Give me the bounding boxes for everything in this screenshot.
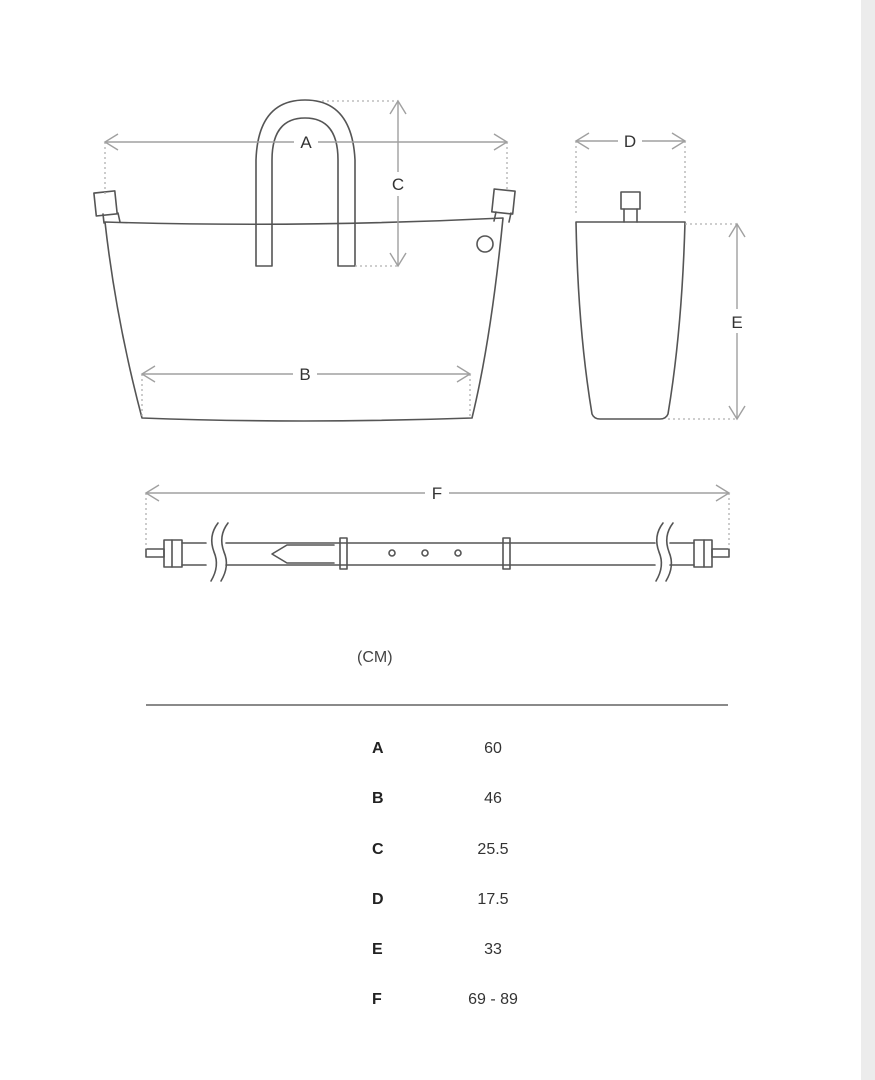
page-edge xyxy=(861,0,875,1080)
strap-clip-left xyxy=(164,540,172,567)
dimension-c-label: C xyxy=(391,175,405,194)
measurement-row xyxy=(0,991,861,1015)
strap-break-left xyxy=(211,523,218,581)
bag-handle xyxy=(256,100,355,266)
strap-tab-left xyxy=(94,191,117,216)
strap-hole xyxy=(422,550,428,556)
dimension-f xyxy=(146,484,729,549)
strap-clip-right xyxy=(704,540,712,567)
dimension-b-label: B xyxy=(299,365,311,384)
bag-side-view xyxy=(576,192,685,419)
measurement-label: C xyxy=(372,841,384,858)
dimension-f-label: F xyxy=(431,484,443,503)
measurement-value: 17.5 xyxy=(477,891,509,908)
dimension-d xyxy=(576,132,685,215)
strap-hole xyxy=(389,550,395,556)
shoulder-strap xyxy=(146,523,729,581)
measurement-label: F xyxy=(372,991,382,1008)
measurement-value: 46 xyxy=(484,790,502,807)
strap-tongue xyxy=(272,545,334,563)
measurement-value: 33 xyxy=(484,941,502,958)
measurement-label: B xyxy=(372,790,384,807)
bag-body xyxy=(105,218,503,421)
measurement-row xyxy=(0,790,861,814)
strap-end-right xyxy=(712,549,729,557)
strap-buckle-left xyxy=(172,540,182,567)
dimension-a xyxy=(105,133,507,196)
measurement-row xyxy=(0,740,861,764)
strap-tab-left-stem-2 xyxy=(118,213,120,222)
measurement-row xyxy=(0,941,861,965)
measurement-row xyxy=(0,891,861,915)
dimension-e-label: E xyxy=(731,313,743,332)
measurement-row xyxy=(0,841,861,865)
strap-tab-left-stem xyxy=(103,214,104,223)
dimension-b xyxy=(142,365,470,418)
measurement-label: E xyxy=(372,941,383,958)
strap-end-left xyxy=(146,549,164,557)
strap-buckle-right xyxy=(694,540,704,567)
strap-hole xyxy=(455,550,461,556)
snap-button xyxy=(477,236,493,252)
side-strap-tab xyxy=(621,192,640,209)
table-divider xyxy=(146,704,728,706)
dimension-d-label: D xyxy=(623,132,637,151)
bag-side-body xyxy=(576,222,685,419)
measurement-label: D xyxy=(372,891,384,908)
measurement-value: 69 - 89 xyxy=(468,991,518,1008)
measurement-value: 25.5 xyxy=(477,841,509,858)
strap-tab-right xyxy=(492,189,515,214)
strap-tab-right-stem xyxy=(494,212,496,221)
dimension-a-label: A xyxy=(300,133,312,152)
measurement-label: A xyxy=(372,740,384,757)
strap-break-right xyxy=(656,523,663,581)
dimension-c xyxy=(322,101,406,266)
measurement-value: 60 xyxy=(484,740,502,757)
unit-label: (CM) xyxy=(357,649,393,666)
